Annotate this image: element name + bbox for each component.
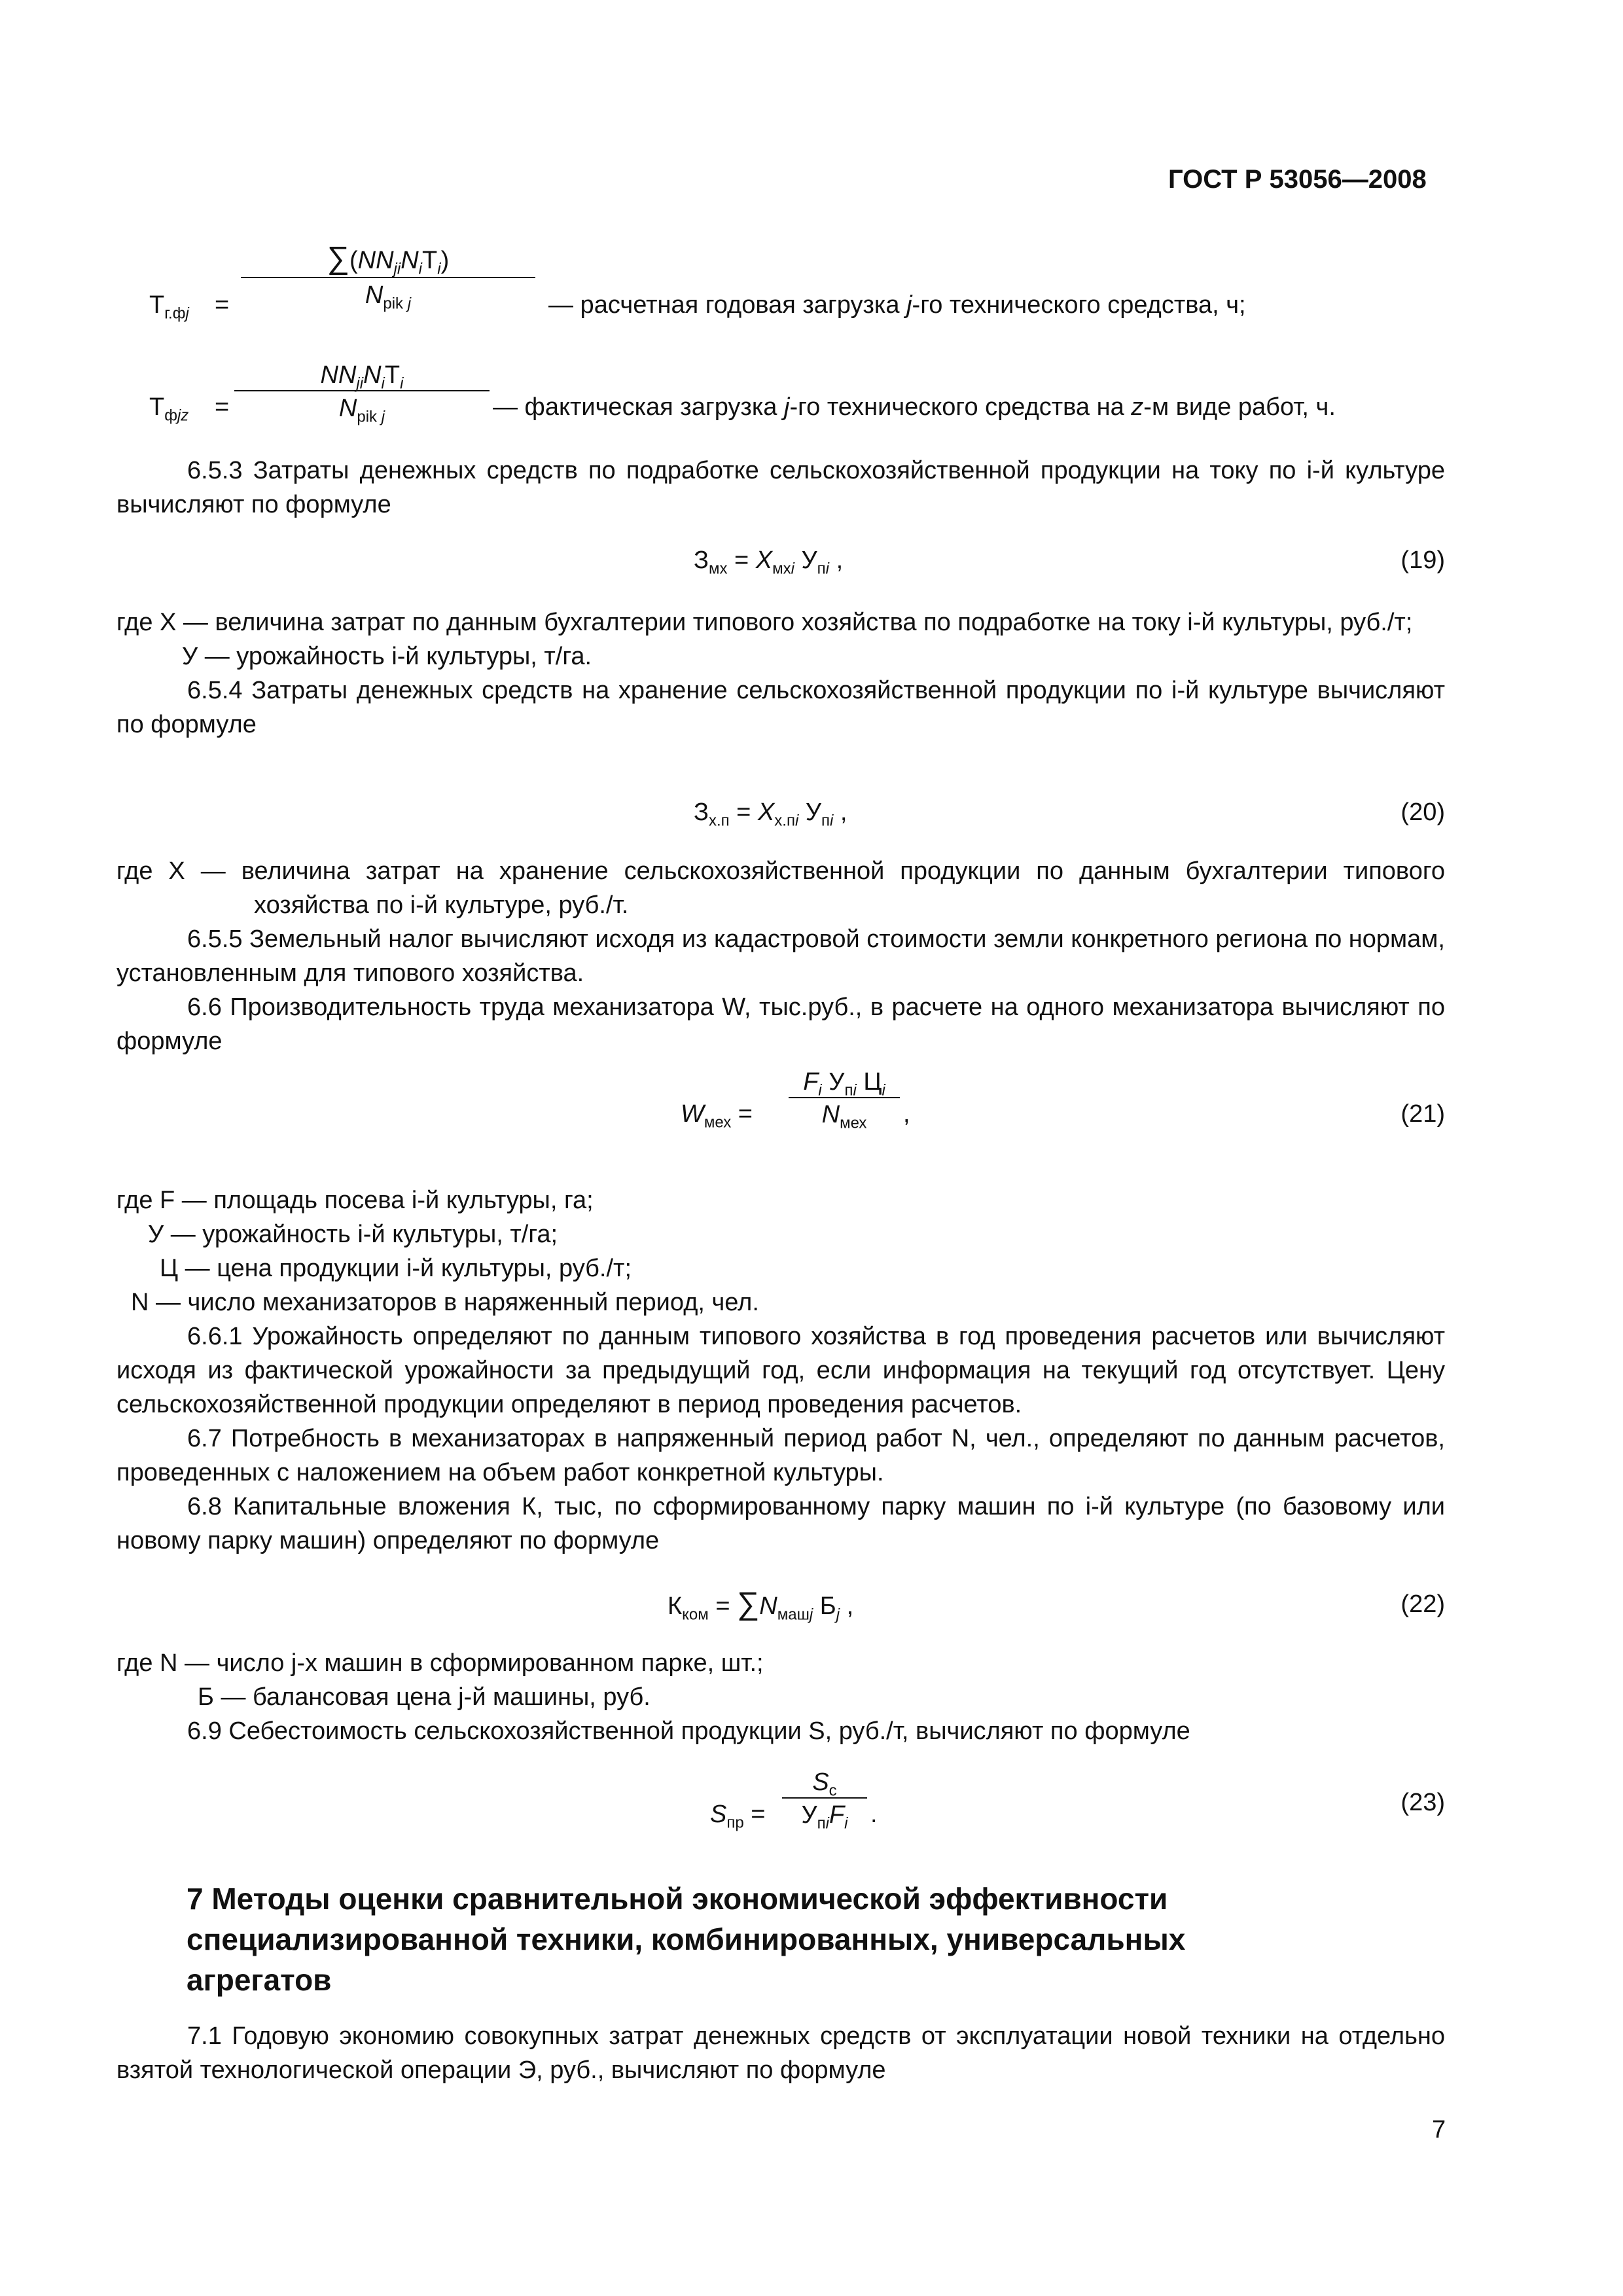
equation-number-19: (19) [1400, 547, 1445, 574]
paragraph-6-5-5: 6.5.5 Земельный налог вычисляют исходя из кадастровой стоимости земли конкретного региона по нормам, установленным для типового хозяйства. [116, 925, 1445, 987]
where-21-c: Ц — цена продукции i-й культуры, руб./т; [160, 1255, 632, 1282]
where-19-a: где X — величина затрат по данным бухгалтерии типового хозяйства по подработке на току i-й культуры, руб./т; [116, 609, 1413, 636]
document-id: ГОСТ Р 53056—2008 [1168, 165, 1427, 194]
where-21-a: где F — площадь посева i-й культуры, га; [116, 1187, 594, 1214]
equation-number-21: (21) [1400, 1100, 1445, 1128]
where-20-a: где X — величина затрат на хранение сельскохозяйственной продукции по данным бухгалтерии типового хозяйства по i-й культуре, руб./т. [116, 857, 1445, 919]
paragraph-6-5-4: 6.5.4 Затраты денежных средств на хранение сельскохозяйственной продукции по i-й культуре вычисляют по формуле [116, 677, 1445, 738]
paragraph-6-8: 6.8 Капитальные вложения К, тыс, по сформированному парку машин по i-й культуре (по базовому или новому парку машин) определяют по формуле [116, 1493, 1445, 1554]
equation-number-23: (23) [1400, 1789, 1445, 1816]
equation-number-20: (20) [1400, 798, 1445, 826]
where-22-b: Б — балансовая цена j-й машины, руб. [198, 1683, 651, 1711]
formula-20: $З_{х.п} = X_{х.пi}$ $У_{пi}$ , [694, 798, 847, 830]
paragraph-6-9: 6.9 Себестоимость сельскохозяйственной продукции S, руб./т, вычисляют по формуле [187, 1717, 1190, 1745]
paragraph-6-7: 6.7 Потребность в механизаторах в напряженный период работ N, чел., определяют по данным расчетов, проведенных с наложением на объем работ конкретной культуры. [116, 1425, 1445, 1486]
paragraph-6-6-1: 6.6.1 Урожайность определяют по данным типового хозяйства в год проведения расчетов или вычисляют исходя из фактической урожайности за предыдущий год, если информация на текущий год отсутствует. Цену сельскохозяйственной продукции определяют в период проведения расчетов. [116, 1323, 1445, 1418]
paragraph-6-6: 6.6 Производительность труда механизатора W, тыс.руб., в расчете на одного механизатора вычисляют по формуле [116, 994, 1445, 1055]
where-21-b: У — урожайность i-й культуры, т/га; [148, 1221, 558, 1248]
section-7-heading: 7 Методы оценки сравнительной экономической эффективности специализированной техники, комбинированных, универсальных агрегатов [187, 1882, 1186, 1997]
paragraph-7-1: 7.1 Годовую экономию совокупных затрат денежных средств от эксплуатации новой техники на отдельно взятой технологической операции Э, руб., вычисляют по формуле [116, 2022, 1445, 2084]
where-21-d: N — число механизаторов в наряженный период, чел. [131, 1289, 759, 1316]
paragraph-6-5-3: 6.5.3 Затраты денежных средств по подработке сельскохозяйственной продукции на току по i-й культуре вычисляют по формуле [116, 457, 1445, 518]
equation-number-22: (22) [1400, 1590, 1445, 1618]
where-22-a: где N — число j-х машин в сформированном парке, шт.; [116, 1649, 764, 1677]
where-19-b: У — урожайность i-й культуры, т/га. [182, 643, 592, 670]
formula-19: $З_{мх} = X_{мхi}$ $У_{пi}$ , [694, 547, 844, 578]
page-number: 7 [1432, 2116, 1446, 2144]
formula-22: $К_{ком} = \sum N_{машj}$ $Б_j$ , [668, 1587, 854, 1624]
